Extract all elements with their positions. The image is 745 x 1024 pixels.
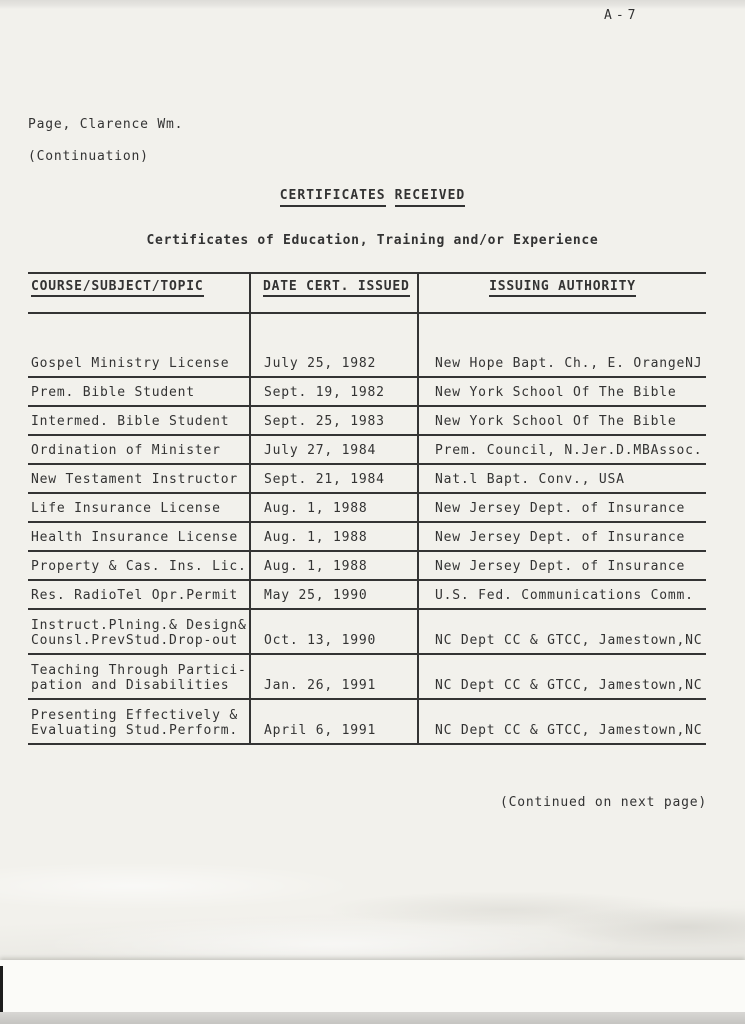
paper-bottom-edge bbox=[0, 960, 745, 1012]
paper-wrinkle-texture bbox=[0, 845, 745, 962]
course-cell bbox=[28, 699, 250, 744]
course-line1: Instruct.Plning.& Design& bbox=[31, 618, 247, 633]
course-line1: Gospel Ministry License bbox=[31, 355, 230, 371]
header-date-label: DATE CERT. ISSUED bbox=[263, 279, 410, 297]
date-cell: Sept. 21, 1984 bbox=[250, 464, 418, 493]
course-cell bbox=[28, 609, 250, 654]
course-line1: New Testament Instructor bbox=[31, 471, 239, 487]
course-line1: Teaching Through Partici- bbox=[31, 663, 247, 678]
course-line1: Life Insurance License bbox=[31, 500, 221, 516]
date-cell: Jan. 26, 1991 bbox=[250, 654, 418, 699]
table-row bbox=[28, 435, 706, 464]
course-cell bbox=[28, 406, 250, 435]
table-row bbox=[28, 377, 706, 406]
course-cell bbox=[28, 522, 250, 551]
authority-cell: NC Dept CC & GTCC, Jamestown,NC bbox=[435, 722, 703, 738]
date-cell: July 27, 1984 bbox=[250, 435, 418, 464]
course-line1: Intermed. Bible Student bbox=[31, 413, 230, 429]
scan-edge-bottom bbox=[0, 1012, 745, 1024]
course-line1: Presenting Effectively & bbox=[31, 708, 239, 723]
header-course bbox=[28, 273, 250, 313]
authority-cell: New Hope Bapt. Ch., E. OrangeNJ bbox=[435, 355, 703, 371]
title-word-certificates: CERTIFICATES bbox=[280, 188, 386, 207]
authority-cell: NC Dept CC & GTCC, Jamestown,NC bbox=[435, 677, 703, 693]
header-authority-label: ISSUING AUTHORITY bbox=[489, 279, 636, 297]
authority-cell: Prem. Council, N.Jer.D.MBAssoc. bbox=[435, 442, 703, 458]
table-row bbox=[28, 313, 706, 377]
authority-cell: Nat.l Bapt. Conv., USA bbox=[435, 471, 625, 487]
table-row bbox=[28, 609, 706, 654]
header-authority bbox=[418, 273, 706, 313]
course-cell bbox=[28, 580, 250, 609]
date-cell: Aug. 1, 1988 bbox=[250, 551, 418, 580]
date-cell: July 25, 1982 bbox=[250, 313, 418, 377]
page-subtitle: Certificates of Education, Training and/or Experience bbox=[146, 233, 599, 248]
course-line1: Prem. Bible Student bbox=[31, 384, 195, 400]
course-cell bbox=[28, 377, 250, 406]
table-row bbox=[28, 699, 706, 744]
authority-cell: New York School Of The Bible bbox=[435, 413, 677, 429]
table-row bbox=[28, 654, 706, 699]
date-cell: Aug. 1, 1988 bbox=[250, 493, 418, 522]
course-line2: Evaluating Stud.Perform. bbox=[31, 722, 239, 738]
course-line2: pation and Disabilities bbox=[31, 677, 230, 693]
date-cell: April 6, 1991 bbox=[250, 699, 418, 744]
course-line1: Health Insurance License bbox=[31, 529, 239, 545]
authority-cell: New Jersey Dept. of Insurance bbox=[435, 500, 686, 516]
date-cell: Oct. 13, 1990 bbox=[250, 609, 418, 654]
course-cell bbox=[28, 435, 250, 464]
authority-cell: NC Dept CC & GTCC, Jamestown,NC bbox=[435, 632, 703, 648]
course-cell bbox=[28, 493, 250, 522]
continued-note: (Continued on next page) bbox=[499, 795, 707, 810]
authority-cell: New York School Of The Bible bbox=[435, 384, 677, 400]
table-row bbox=[28, 551, 706, 580]
date-cell: Sept. 25, 1983 bbox=[250, 406, 418, 435]
authority-cell: New Jersey Dept. of Insurance bbox=[435, 558, 686, 574]
course-cell bbox=[28, 464, 250, 493]
table-row bbox=[28, 464, 706, 493]
date-cell: Aug. 1, 1988 bbox=[250, 522, 418, 551]
scan-edge-left-sliver bbox=[0, 966, 3, 1012]
course-line1: Res. RadioTel Opr.Permit bbox=[31, 587, 239, 603]
page-corner-label: A-7 bbox=[604, 8, 640, 23]
header-date bbox=[250, 273, 418, 313]
date-cell: May 25, 1990 bbox=[250, 580, 418, 609]
certificates-table bbox=[28, 272, 706, 745]
continuation-note: (Continuation) bbox=[28, 149, 149, 164]
table-header-row bbox=[28, 273, 706, 313]
course-cell bbox=[28, 551, 250, 580]
authority-cell: U.S. Fed. Communications Comm. bbox=[435, 587, 694, 603]
header-course-label: COURSE/SUBJECT/TOPIC bbox=[31, 279, 204, 297]
date-cell: Sept. 19, 1982 bbox=[250, 377, 418, 406]
table-row bbox=[28, 493, 706, 522]
authority-cell: New Jersey Dept. of Insurance bbox=[435, 529, 686, 545]
course-line1: Ordination of Minister bbox=[31, 442, 221, 458]
table-row bbox=[28, 522, 706, 551]
table-row bbox=[28, 580, 706, 609]
course-line2: Counsl.PrevStud.Drop-out bbox=[31, 632, 239, 648]
course-line1: Property & Cas. Ins. Lic. bbox=[31, 558, 247, 574]
title-word-received: RECEIVED bbox=[395, 188, 466, 207]
page-title bbox=[0, 188, 745, 207]
person-name: Page, Clarence Wm. bbox=[28, 117, 184, 132]
course-cell bbox=[28, 654, 250, 699]
table-row bbox=[28, 406, 706, 435]
course-cell bbox=[28, 313, 250, 377]
